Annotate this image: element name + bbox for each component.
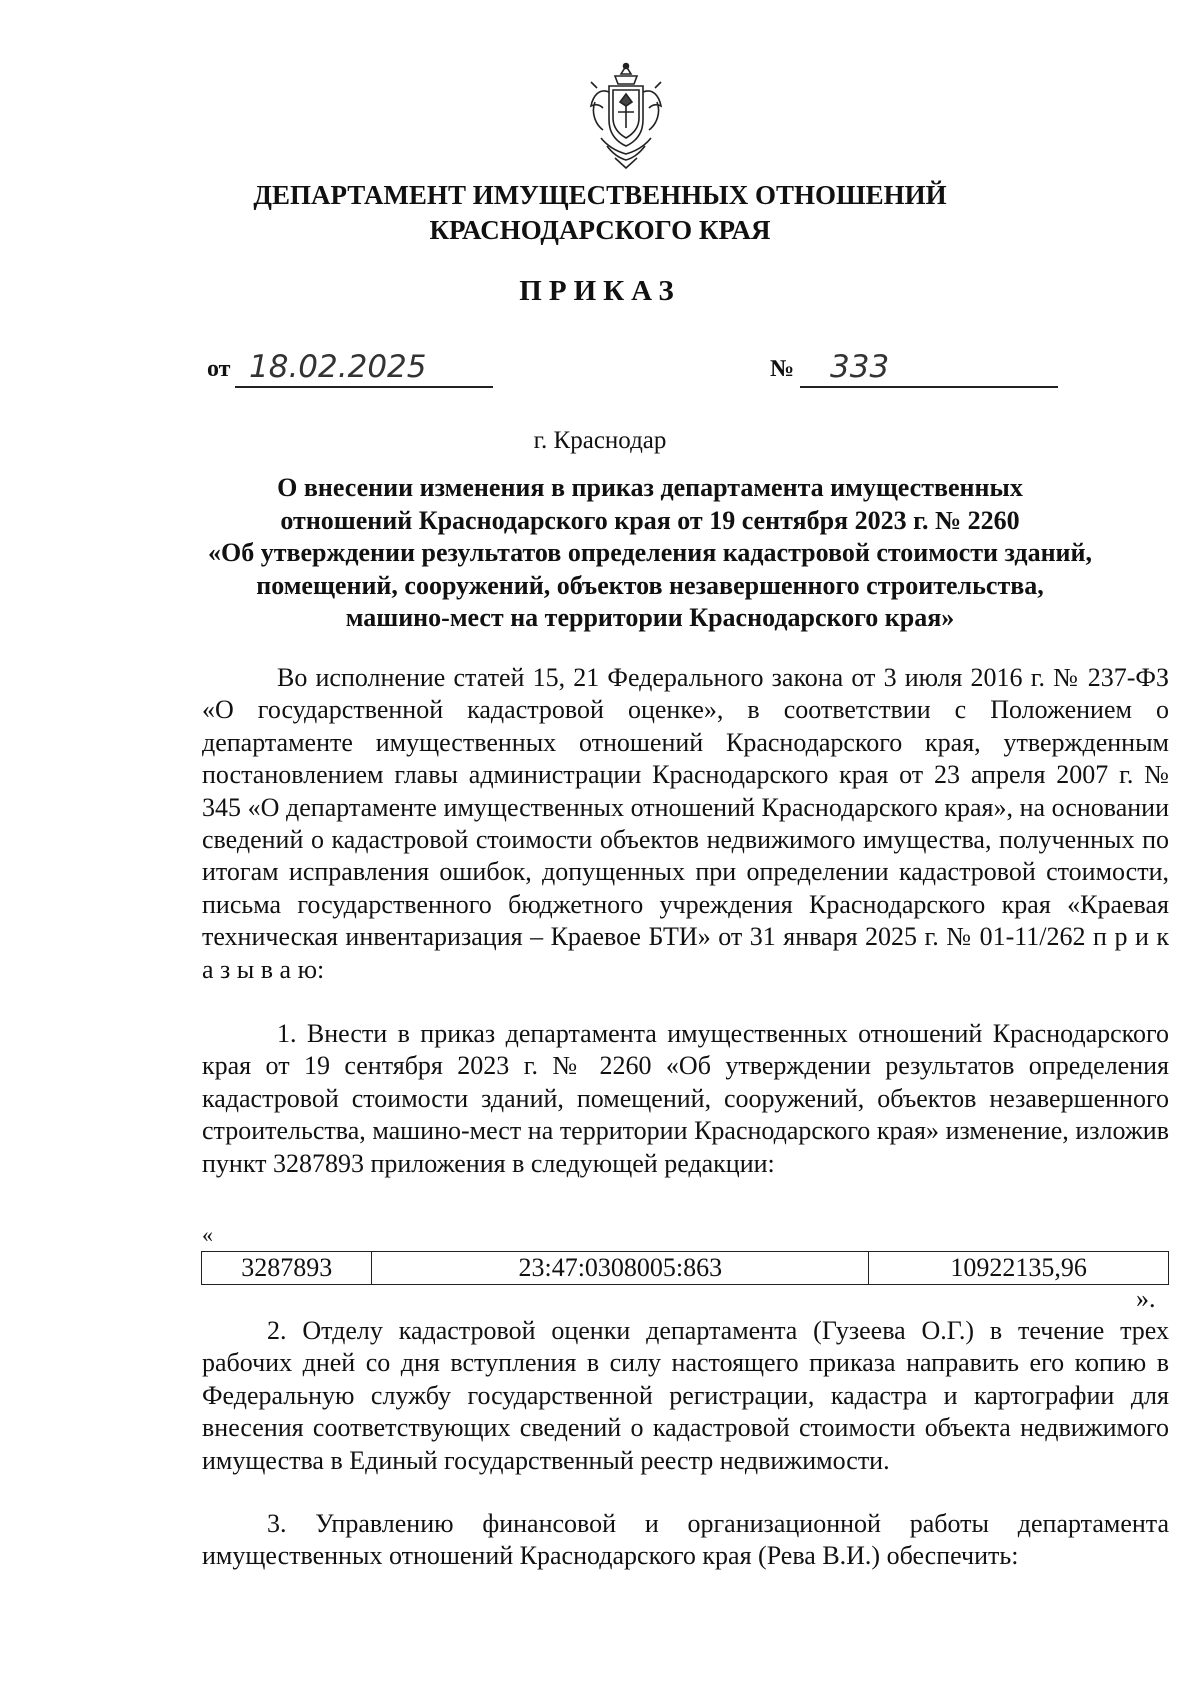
- cadastral-number-cell: 23:47:0308005:863: [372, 1252, 869, 1285]
- date-prefix: от: [207, 356, 231, 382]
- subject-line: машино-мест на территории Краснодарского края»: [345, 603, 955, 632]
- order-date: 18.02.2025: [235, 348, 493, 388]
- document-type-title: ПРИКАЗ: [519, 275, 681, 307]
- cadastral-value-cell: 10922135,96: [869, 1252, 1169, 1285]
- org-name-line1: ДЕПАРТАМЕНТ ИМУЩЕСТВЕННЫХ ОТНОШЕНИЙ: [253, 180, 947, 210]
- number-prefix: №: [770, 356, 795, 382]
- subject-line: помещений, сооружений, объектов незавершенного строительства,: [256, 570, 1044, 600]
- clause-1-paragraph: 1. Внести в приказ департамента имущественных отношений Краснодарского края от 19 сентября 2023 г. № 2260 «Об утверждении результатов определения кадастровой стоимости зданий, помещений, сооружений, объектов незавершенного строительства, машино-мест на территории Краснодарского края» изменение, изложив пункт 3287893 приложения в следующей редакции:: [202, 1019, 1169, 1178]
- city: г. Краснодар: [533, 427, 667, 454]
- quote-close: ».: [1136, 1284, 1156, 1313]
- subject-line: отношений Краснодарского края от 19 сентября 2023 г. № 2260: [280, 505, 1020, 535]
- amendment-table: [201, 1251, 1169, 1285]
- quote-open: «: [202, 1222, 213, 1247]
- clause-3-paragraph: 3. Управлению финансовой и организационной работы департамента имущественных отношений Краснодарского края (Рева В.И.) обеспечить:: [202, 1509, 1169, 1571]
- subject-line: О внесении изменения в приказ департамента имущественных: [277, 473, 1023, 502]
- preamble-paragraph: Во исполнение статей 15, 21 Федерального закона от 3 июля 2016 г. № 237-ФЗ «О государственной кадастровой оценке», в соответствии с Положением о департаменте имущественных отношений Краснодарского края, утвержденным постановлением главы администрации Краснодарского края от 23 апреля 2007 г. № 345 «О департаменте имущественных отношений Краснодарского края», на основании сведений о кадастровой стоимости объектов недвижимого имущества, полученных по итогам исправления ошибок, допущенных при определении кадастровой стоимости, письма государственного бюджетного учреждения Краснодарского края «Краевая техническая инвентаризация – Краевое БТИ» от 31 января 2025 г. № 01-11/262 п р и к а з ы в а ю:: [202, 663, 1169, 984]
- order-subject: [180, 472, 1120, 635]
- table-row: [202, 1252, 1169, 1285]
- subject-line: «Об утверждении результатов определения кадастровой стоимости зданий,: [207, 538, 1093, 567]
- coat-of-arms-icon: [585, 62, 667, 174]
- org-name-line2: КРАСНОДАРСКОГО КРАЯ: [429, 215, 771, 245]
- item-number-cell: 3287893: [202, 1252, 372, 1285]
- clause-2-paragraph: 2. Отделу кадастровой оценки департамента (Гузеева О.Г.) в течение трех рабочих дней со дня вступления в силу настоящего приказа направить его копию в Федеральную службу государственной регистрации, кадастра и картографии для внесения соответствующих сведений о кадастровой стоимости объекта недвижимого имущества в Единый государственный реестр недвижимости.: [202, 1316, 1169, 1475]
- order-number: 333: [800, 348, 1058, 388]
